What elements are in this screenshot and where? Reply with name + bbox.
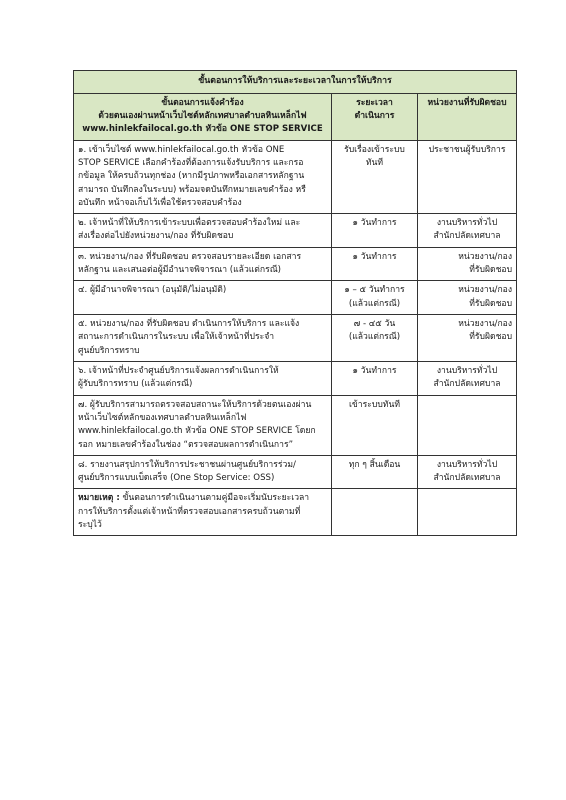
duration-cell bbox=[332, 214, 418, 248]
step-cell bbox=[74, 315, 332, 362]
duration-cell bbox=[332, 247, 418, 281]
step-text-line: ๔. ผู้มีอำนาจพิจารณา (อนุมัติ/ไม่อนุมัติ) bbox=[78, 285, 227, 296]
responsible-text-line: ประชาชนผู้รับบริการ bbox=[428, 144, 506, 155]
step-text-line: www.hinlekfailocal.go.th หัวข้อ ONE STOP SERVICE โดยก bbox=[78, 426, 316, 437]
step-text-line: รอก หมายเลขคำร้องในช่อง “ตรวจสอบผลการดำเนินการ” bbox=[78, 439, 294, 450]
step-text-line: ๗. ผู้รับบริการสามารถตรวจสอบสถานะให้บริการด้วยตนเองผ่าน bbox=[78, 399, 312, 410]
responsible-text-line: งานบริหารทั่วไป bbox=[436, 218, 498, 229]
duration-cell bbox=[332, 455, 418, 489]
responsible-text-line: สำนักปลัดเทศบาล bbox=[433, 231, 501, 242]
duration-text-line: ๑ วันทำการ bbox=[352, 365, 397, 376]
responsible-text-line: สำนักปลัดเทศบาล bbox=[433, 379, 501, 390]
note-text-line: การให้บริการตั้งแต่เจ้าหน้าที่ตรวจสอบเอกสารครบถ้วนตามที่ bbox=[78, 506, 301, 517]
responsible-cell bbox=[418, 361, 517, 395]
header-responsible: หน่วยงานที่รับผิดชอบ bbox=[418, 93, 517, 140]
step-text-line: ผู้รับบริการทราบ (แล้วแต่กรณี) bbox=[78, 379, 193, 390]
service-procedure-table bbox=[73, 70, 517, 536]
header-steps-line: ด้วยตนเองผ่านหน้าเว็บไซต์หลักเทศบาลตำบลหินเหล็กไฟ bbox=[98, 110, 307, 121]
responsible-cell bbox=[418, 281, 517, 315]
header-steps bbox=[74, 93, 332, 140]
step-text-line: ๖. เจ้าหน้าที่ประจำศูนย์บริการแจ้งผลการดำเนินการให้ bbox=[78, 365, 279, 376]
duration-text-line: (แล้วแต่กรณี) bbox=[348, 332, 401, 343]
duration-text-line: (แล้วแต่กรณี) bbox=[348, 298, 401, 309]
duration-text-line: ทันที bbox=[365, 157, 384, 168]
duration-text-line: ทุก ๆ สิ้นเดือน bbox=[348, 459, 401, 470]
header-steps-line: ขั้นตอนการแจ้งคำร้อง bbox=[161, 97, 244, 108]
header-steps-line: www.hinlekfailocal.go.th หัวข้อ ONE STOP SERVICE bbox=[82, 124, 323, 135]
duration-text-line: ๗ - ๔๕ วัน bbox=[353, 319, 396, 329]
step-cell bbox=[74, 455, 332, 489]
step-text-line: ๒. เจ้าหน้าที่ให้บริการเข้าระบบเพื่อตรวจสอบคำร้องใหม่ และ bbox=[78, 218, 301, 229]
step-text-line: ๓. หน่วยงาน/กอง ที่รับผิดชอบ ตรวจสอบรายละเอียด เอกสาร bbox=[78, 251, 302, 262]
step-text-line: ส่งเรื่องต่อไปยังหน่วยงาน/กอง ที่รับผิดชอบ bbox=[78, 231, 234, 242]
note-empty-cell bbox=[418, 489, 517, 536]
step-text-line: ศูนย์บริการแบบเบ็ดเสร็จ (One Stop Service: OSS) bbox=[78, 473, 275, 484]
note-text-line: ระบุไว้ bbox=[78, 520, 102, 531]
step-text-line: ๑. เข้าเว็บไซต์ www.hinlekfailocal.go.th หัวข้อ ONE bbox=[78, 144, 285, 155]
responsible-cell bbox=[418, 247, 517, 281]
responsible-cell bbox=[418, 395, 517, 455]
note-label: หมายเหตุ : bbox=[78, 493, 120, 504]
note-cell bbox=[74, 489, 332, 536]
note-empty-cell bbox=[332, 489, 418, 536]
table-row bbox=[74, 247, 517, 281]
duration-text-line: ๑ วันทำการ bbox=[352, 218, 397, 229]
table-row bbox=[74, 455, 517, 489]
duration-cell bbox=[332, 395, 418, 455]
step-cell bbox=[74, 281, 332, 315]
responsible-text-line: หน่วยงาน/กอง bbox=[458, 319, 513, 329]
responsible-text-line: ที่รับผิดชอบ bbox=[469, 265, 513, 276]
responsible-cell bbox=[418, 214, 517, 248]
step-cell bbox=[74, 361, 332, 395]
table-title: ขั้นตอนการให้บริการและระยะเวลาในการให้บริการ bbox=[74, 71, 517, 94]
responsible-text-line: งานบริหารทั่วไป bbox=[436, 459, 498, 470]
header-duration-line: ดำเนินการ bbox=[354, 110, 395, 121]
header-duration bbox=[332, 93, 418, 140]
step-text-line: ศูนย์บริการทราบ bbox=[78, 345, 140, 356]
step-text-line: กข้อมูล ให้ครบถ้วนทุกช่อง (หากมีรูปภาพหรือเอกสารหลักฐาน bbox=[78, 171, 305, 182]
responsible-text-line: สำนักปลัดเทศบาล bbox=[433, 473, 501, 484]
step-cell bbox=[74, 247, 332, 281]
header-row bbox=[74, 93, 517, 140]
step-text-line: สามารถ บันทึกลงในระบบ) พร้อมจดบันทึกหมายเลขคำร้อง หรื bbox=[78, 184, 306, 195]
step-text-line: หน้าเว็บไซต์หลักของเทศบาลตำบลหินเหล็กไฟ bbox=[78, 412, 247, 423]
duration-text-line: ๑ – ๕ วันทำการ bbox=[344, 285, 405, 296]
duration-text-line: รับเรื่องเข้าระบบ bbox=[344, 144, 405, 155]
responsible-text-line: ที่รับผิดชอบ bbox=[469, 332, 513, 343]
step-cell bbox=[74, 395, 332, 455]
note-text-line: ขั้นตอนการดำเนินงานตามคู่มือจะเริ่มนับระยะเวลา bbox=[119, 493, 310, 504]
step-text-line: ๕. หน่วยงาน/กอง ที่รับผิดชอบ ดำเนินการให้บริการ และแจ้ง bbox=[78, 319, 300, 329]
duration-cell bbox=[332, 361, 418, 395]
step-text-line: STOP SERVICE เลือกคำร้องที่ต้องการแจ้งรับบริการ และกรอ bbox=[78, 157, 304, 168]
step-text-line: อบันทึก หน้าจอเก็บไว้เพื่อใช้ตรวจสอบคำร้อง bbox=[78, 197, 242, 208]
duration-text-line: เข้าระบบทันที bbox=[349, 399, 400, 410]
note-row bbox=[74, 489, 517, 536]
step-cell bbox=[74, 140, 332, 214]
responsible-text-line: หน่วยงาน/กอง bbox=[458, 285, 513, 296]
step-text-line: ๘. รายงานสรุปการให้บริการประชาชนผ่านศูนย์บริการร่วม/ bbox=[78, 459, 296, 470]
duration-cell bbox=[332, 140, 418, 214]
step-cell bbox=[74, 214, 332, 248]
table-row bbox=[74, 140, 517, 214]
table-row bbox=[74, 315, 517, 362]
table-row bbox=[74, 361, 517, 395]
responsible-text-line: ที่รับผิดชอบ bbox=[469, 298, 513, 309]
duration-cell bbox=[332, 315, 418, 362]
responsible-cell bbox=[418, 455, 517, 489]
table-row bbox=[74, 214, 517, 248]
responsible-text-line: หน่วยงาน/กอง bbox=[458, 251, 513, 262]
duration-cell bbox=[332, 281, 418, 315]
step-text-line: สถานะการดำเนินการในระบบ เพื่อให้เจ้าหน้าที่ประจำ bbox=[78, 332, 275, 343]
table-row bbox=[74, 395, 517, 455]
table-row bbox=[74, 281, 517, 315]
responsible-text-line: งานบริหารทั่วไป bbox=[436, 365, 498, 376]
responsible-cell bbox=[418, 315, 517, 362]
header-duration-line: ระยะเวลา bbox=[356, 97, 393, 108]
step-text-line: หลักฐาน และเสนอต่อผู้มีอำนาจพิจารณา (แล้วแต่กรณี) bbox=[78, 265, 282, 276]
duration-text-line: ๑ วันทำการ bbox=[352, 251, 397, 262]
responsible-cell bbox=[418, 140, 517, 214]
